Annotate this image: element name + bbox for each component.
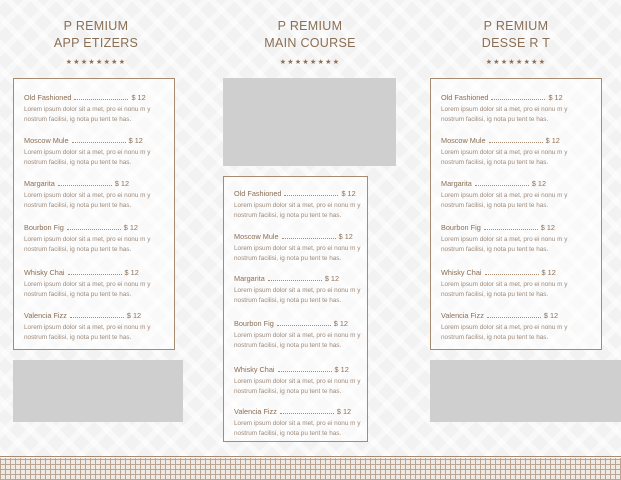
desc-line: nostrum facilisi, ig nota pu tent te has. [24,245,132,253]
item-name: Old Fashioned [234,189,282,198]
border-divider [0,456,621,457]
desc-line: nostrum facilisi, ig nota pu tent te has. [24,158,132,166]
dot-leader [70,313,124,318]
desc-line: nostrum facilisi, ig nota pu tent te has. [24,201,132,209]
item-name: Moscow Mule [24,136,69,145]
heading-line2: MAIN COURSE [264,36,356,50]
desc-line: Lorem ipsum dolor sit a met, pro ei nonu m y [24,236,151,243]
item-price: $ 12 [334,365,349,374]
desc-line: nostrum facilisi, ig nota pu tent te has. [24,115,132,123]
dot-leader [68,270,122,275]
heading-line2: DESSE R T [481,36,551,50]
item-description [441,105,593,124]
heading-line1: P REMIUM [277,19,343,33]
item-description [234,419,359,438]
item-price: $ 12 [131,93,146,102]
dot-leader [72,138,126,143]
item-description [24,323,166,342]
item-name: Valencia Fizz [234,407,277,416]
item-name: Old Fashioned [441,93,489,102]
dot-leader [74,95,128,100]
item-description [441,323,593,342]
desc-line: Lorem ipsum dolor sit a met, pro ei nonu m y [234,420,361,427]
item-name: Margarita [234,274,265,283]
desc-line: nostrum facilisi, ig nota pu tent te has. [441,333,549,341]
desc-line: nostrum facilisi, ig nota pu tent te has. [234,387,342,395]
item-name: Old Fashioned [24,93,72,102]
item-price: $ 12 [128,136,143,145]
menu-item [234,189,359,223]
desc-line: nostrum facilisi, ig nota pu tent te has. [441,245,549,253]
desc-line: Lorem ipsum dolor sit a met, pro ei nonu m y [24,149,151,156]
menu-item [24,268,166,302]
desc-line: nostrum facilisi, ig nota pu tent te has. [24,290,132,298]
item-description [24,191,166,210]
desc-line: Lorem ipsum dolor sit a met, pro ei nonu m y [234,202,361,209]
menu-item [234,365,359,399]
desc-line: nostrum facilisi, ig nota pu tent te has. [441,115,549,123]
item-price: $ 12 [540,223,555,232]
menu-item [24,179,166,213]
item-price: $ 12 [324,274,340,283]
item-name: Margarita [24,179,55,188]
item-price: $ 12 [548,93,563,102]
desc-line: nostrum facilisi, ig nota pu tent te has. [441,158,549,166]
star-rating: ★★★★★★★★ [485,59,547,66]
item-price: $ 12 [338,232,353,241]
item-price: $ 12 [124,268,139,277]
item-description [24,235,166,254]
item-name: Bourbon Fig [234,319,274,328]
photo-placeholder [13,360,183,422]
item-description [441,148,593,167]
desc-line: nostrum facilisi, ig nota pu tent te has. [234,341,342,349]
dot-leader [67,225,121,230]
dot-leader [484,225,538,230]
dot-leader [284,191,338,196]
item-name: Bourbon Fig [441,223,481,232]
item-description [441,191,593,210]
item-description [234,244,359,263]
item-name: Valencia Fizz [441,311,484,320]
desc-line: nostrum facilisi, ig nota pu tent te has. [234,429,342,437]
item-price: $ 12 [126,311,142,320]
menu-item [441,93,593,127]
item-description [441,235,593,254]
item-name: Whisky Chai [441,268,482,277]
desc-line: Lorem ipsum dolor sit a met, pro ei nonu m y [441,106,568,113]
dot-leader [277,321,331,326]
menu-item [441,268,593,302]
item-price: $ 12 [333,319,348,328]
greek-key-border [0,458,621,480]
item-name: Bourbon Fig [24,223,64,232]
menu-item [441,179,593,213]
heading-line2: APP ETIZERS [53,36,139,50]
item-description [24,148,166,167]
item-price: $ 12 [545,136,560,145]
item-description [234,331,359,350]
item-name: Margarita [441,179,472,188]
item-description [234,377,359,396]
desc-line: Lorem ipsum dolor sit a met, pro ei nonu m y [24,324,151,331]
item-description [24,105,166,124]
dot-leader [489,138,543,143]
desc-line: nostrum facilisi, ig nota pu tent te has. [234,211,342,219]
menu-item [234,274,359,308]
menu-item [441,223,593,257]
item-description [234,286,359,305]
desc-line: nostrum facilisi, ig nota pu tent te has. [24,333,132,341]
photo-placeholder [223,78,396,166]
dot-leader [282,234,336,239]
photo-placeholder [430,360,621,422]
item-price: $ 12 [336,407,352,416]
item-price: $ 12 [123,223,138,232]
item-name: Whisky Chai [234,365,275,374]
menu-item [24,223,166,257]
dot-leader [280,409,334,414]
item-price: $ 12 [341,189,356,198]
desc-line: Lorem ipsum dolor sit a met, pro ei nonu m y [234,332,361,339]
menu-item [441,136,593,170]
menu-item [24,136,166,170]
desc-line: Lorem ipsum dolor sit a met, pro ei nonu m y [441,324,568,331]
desc-line: Lorem ipsum dolor sit a met, pro ei nonu m y [24,281,151,288]
desc-line: Lorem ipsum dolor sit a met, pro ei nonu m y [234,378,361,385]
dot-leader [491,95,545,100]
dot-leader [268,276,322,281]
dot-leader [58,181,112,186]
menu-box [13,78,175,350]
desc-line: Lorem ipsum dolor sit a met, pro ei nonu m y [441,236,568,243]
menu-item [24,93,166,127]
desc-line: Lorem ipsum dolor sit a met, pro ei nonu m y [234,245,361,252]
menu-item [24,311,166,345]
desc-line: Lorem ipsum dolor sit a met, pro ei nonu m y [441,192,568,199]
desc-line: nostrum facilisi, ig nota pu tent te has. [234,254,342,262]
item-price: $ 12 [531,179,547,188]
item-price: $ 12 [541,268,556,277]
item-price: $ 12 [543,311,559,320]
heading-line1: P REMIUM [483,19,549,33]
desc-line: nostrum facilisi, ig nota pu tent te has. [441,201,549,209]
dot-leader [278,367,332,372]
menu-item [441,311,593,345]
dot-leader [487,313,541,318]
item-description [234,201,359,220]
desc-line: nostrum facilisi, ig nota pu tent te has. [234,296,342,304]
desc-line: Lorem ipsum dolor sit a met, pro ei nonu m y [441,281,568,288]
item-price: $ 12 [114,179,130,188]
desc-line: nostrum facilisi, ig nota pu tent te has. [441,290,549,298]
dot-leader [485,270,539,275]
desc-line: Lorem ipsum dolor sit a met, pro ei nonu m y [234,287,361,294]
menu-item [234,319,359,353]
menu-item [234,407,359,441]
star-rating: ★★★★★★★★ [279,59,341,66]
desc-line: Lorem ipsum dolor sit a met, pro ei nonu m y [24,192,151,199]
item-description [24,280,166,299]
menu-item [234,232,359,266]
item-name: Whisky Chai [24,268,65,277]
item-name: Moscow Mule [234,232,279,241]
item-description [441,280,593,299]
desc-line: Lorem ipsum dolor sit a met, pro ei nonu m y [441,149,568,156]
item-name: Moscow Mule [441,136,486,145]
heading-line1: P REMIUM [63,19,129,33]
menu-box [223,176,368,442]
star-rating: ★★★★★★★★ [65,59,127,66]
dot-leader [475,181,529,186]
menu-box [430,78,602,350]
desc-line: Lorem ipsum dolor sit a met, pro ei nonu m y [24,106,151,113]
item-name: Valencia Fizz [24,311,67,320]
